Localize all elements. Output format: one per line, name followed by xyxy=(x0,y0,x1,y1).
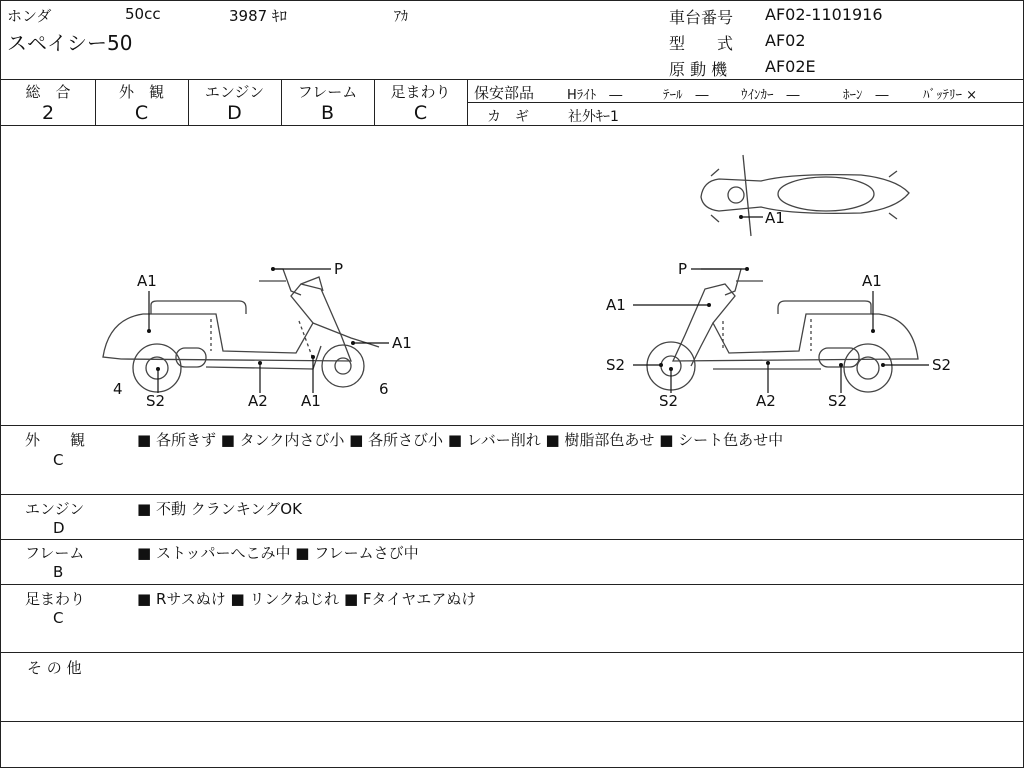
damage-label: S2 xyxy=(146,392,166,410)
divider xyxy=(1,539,1023,540)
damage-label: P xyxy=(334,260,344,278)
mileage: 3987 ｷﾛ xyxy=(229,7,287,25)
detail-grade-frame: B xyxy=(53,563,64,581)
safety-taillight: ﾃｰﾙ ― xyxy=(663,88,709,103)
divider xyxy=(1,494,1023,495)
frame-no: AF02-1101916 xyxy=(765,5,883,24)
type-label: 型 式 xyxy=(669,34,734,53)
detail-label-exterior: 外 観 xyxy=(25,431,86,449)
key-label: カ ギ xyxy=(487,109,529,125)
grade-value-frame: B xyxy=(320,102,335,124)
divider xyxy=(467,79,468,125)
grade-label-frame: フレーム xyxy=(297,83,358,101)
detail-label-engine: エンジン xyxy=(25,500,85,518)
damage-label: A1 xyxy=(392,334,412,352)
damage-diagram xyxy=(1,126,1023,426)
safety-horn: ﾎｰﾝ ― xyxy=(843,88,889,103)
grade-value-suspension: C xyxy=(413,102,428,124)
safety-headlight: Hﾗｲﾄ ― xyxy=(567,88,623,103)
detail-grade-engine: D xyxy=(53,519,65,537)
grade-label-exterior: 外 観 xyxy=(118,83,164,101)
divider xyxy=(1,652,1023,653)
damage-label: A1 xyxy=(765,209,785,227)
grade-label-suspension: 足まわり xyxy=(390,83,451,101)
key-value: 社外ｷｰ1 xyxy=(568,109,619,125)
detail-grade-exterior: C xyxy=(53,451,64,469)
damage-label: A1 xyxy=(137,272,157,290)
engine-label: 原 動 機 xyxy=(669,60,728,79)
safety-label: 保安部品 xyxy=(474,84,535,102)
frame-no-label: 車台番号 xyxy=(669,8,734,27)
detail-text-exterior: ■ 各所きず ■ タンク内さび小 ■ 各所さび小 ■ レバー削れ ■ 樹脂部色あせ ■ シート色あせ中 xyxy=(137,431,784,449)
divider xyxy=(1,425,1023,426)
detail-label-other: そ の 他 xyxy=(27,659,82,677)
model-name: スペイシー50 xyxy=(7,31,133,55)
damage-label: P xyxy=(678,260,688,278)
damage-label: S2 xyxy=(659,392,679,410)
damage-label: S2 xyxy=(828,392,848,410)
detail-label-frame: フレーム xyxy=(25,544,85,562)
damage-label: 4 xyxy=(113,380,123,398)
damage-label: A2 xyxy=(248,392,268,410)
divider xyxy=(1,79,1023,80)
grade-value-engine: D xyxy=(227,102,242,124)
damage-label: A1 xyxy=(606,296,626,314)
detail-label-suspension: 足まわり xyxy=(25,590,86,608)
damage-label: A1 xyxy=(862,272,882,290)
maker: ホンダ xyxy=(7,7,52,25)
damage-label: S2 xyxy=(932,356,952,374)
damage-label: S2 xyxy=(606,356,626,374)
grade-value-exterior: C xyxy=(134,102,149,124)
grade-label-engine: エンジン xyxy=(204,83,265,101)
damage-label: A2 xyxy=(756,392,776,410)
divider xyxy=(1,584,1023,585)
color: ｱｶ xyxy=(394,9,408,25)
detail-text-engine: ■ 不動 クランキングOK xyxy=(137,500,302,518)
engine-value: AF02E xyxy=(765,57,816,76)
scooter-top-view-drawing xyxy=(701,155,909,236)
safety-battery: ﾊﾞｯﾃﾘｰ × xyxy=(923,88,978,103)
type-value: AF02 xyxy=(765,31,806,50)
displacement: 50cc xyxy=(125,5,161,23)
detail-grade-suspension: C xyxy=(53,609,64,627)
detail-text-frame: ■ ストッパーへこみ中 ■ フレームさび中 xyxy=(137,544,419,562)
damage-label: A1 xyxy=(301,392,321,410)
detail-text-suspension: ■ Rサスぬけ ■ リンクねじれ ■ Fタイヤエアぬけ xyxy=(137,590,477,608)
grade-label-total: 総 合 xyxy=(25,83,71,101)
damage-label: 6 xyxy=(379,380,389,398)
grade-value-total: 2 xyxy=(41,102,55,124)
safety-winker: ｳｲﾝｶｰ ― xyxy=(741,88,800,103)
divider xyxy=(1,721,1023,722)
